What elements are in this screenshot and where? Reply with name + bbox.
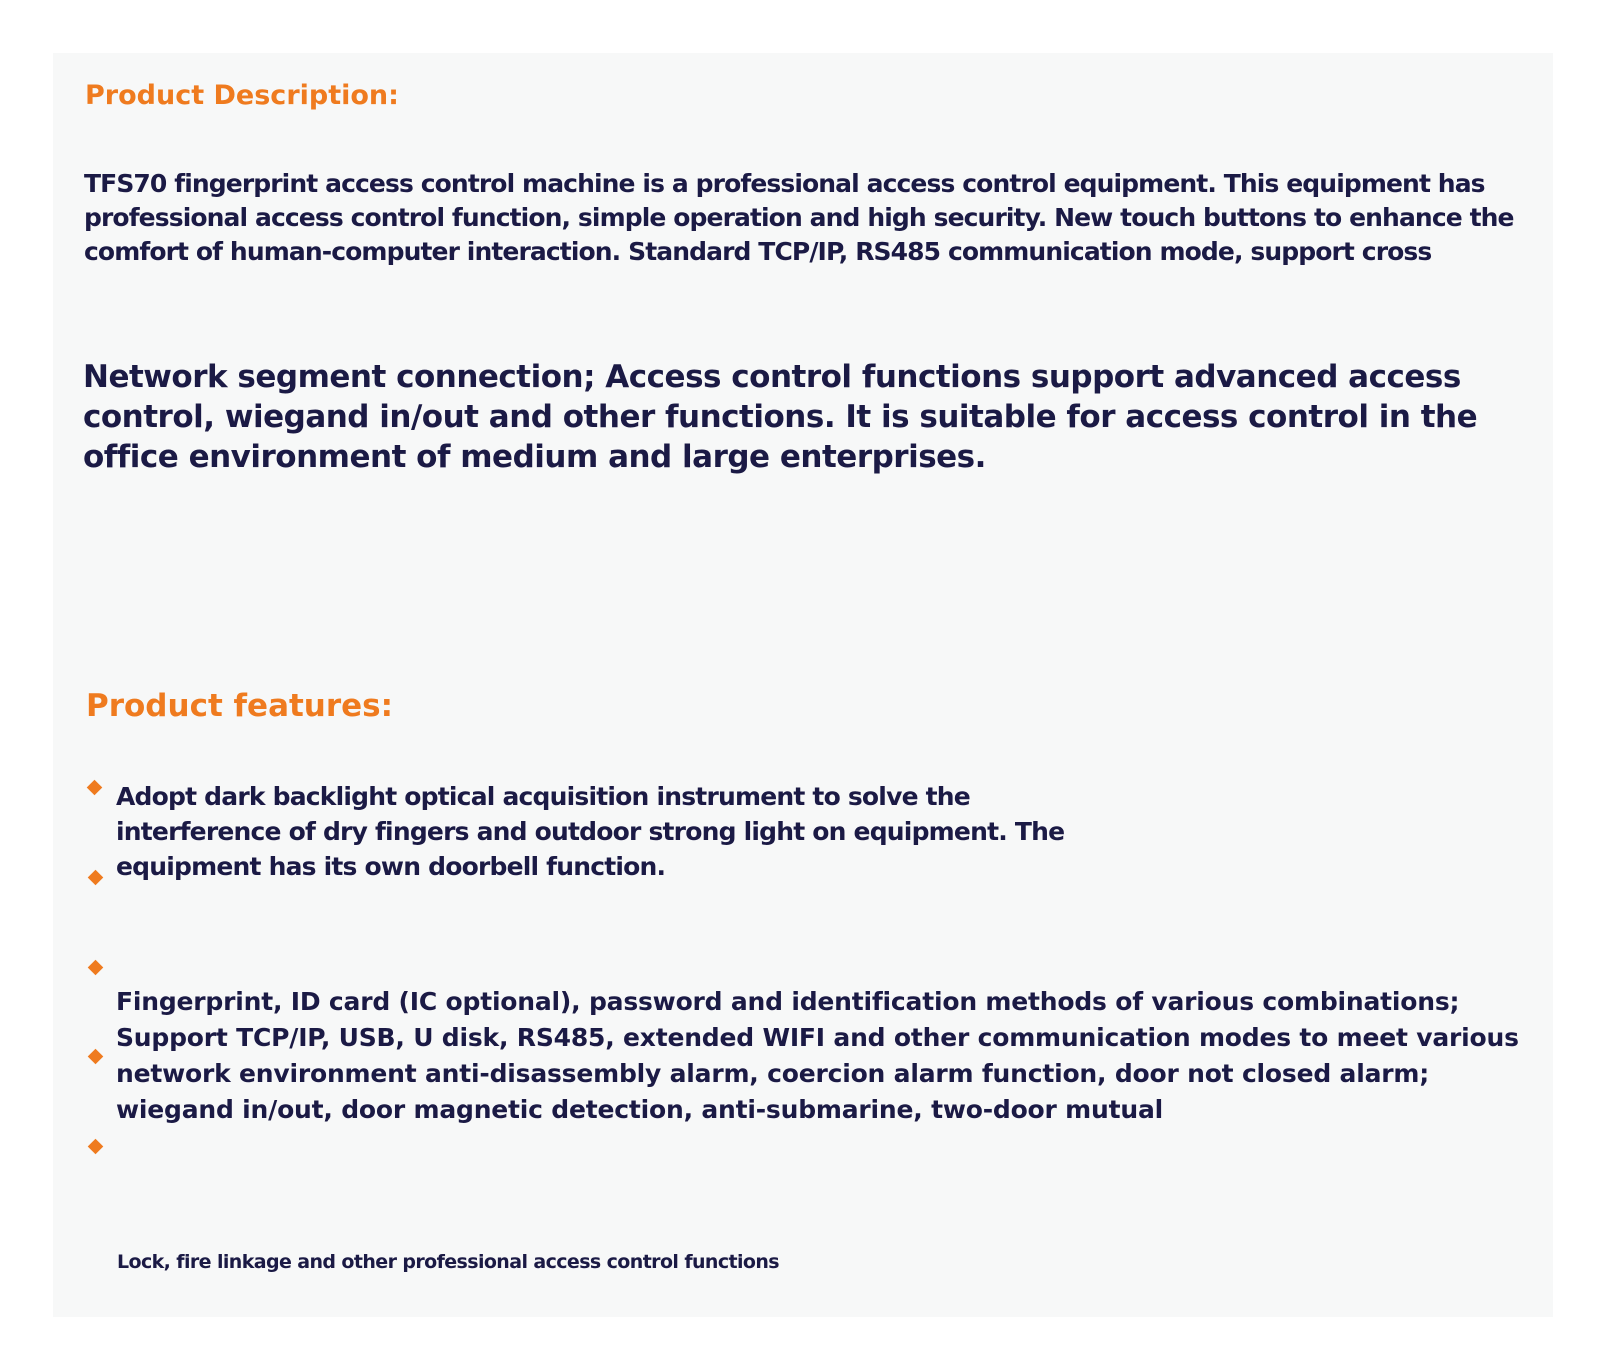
feature-item-1: Adopt dark backlight optical acquisition instrument to solve the interference of dry fingers and outdoor strong light on equipment. The equipment has its own doorbell function.: [116, 782, 1065, 881]
description-paragraph-1: TFS70 fingerprint access control machine is a professional access control equipment. This equipment has professional access control function, simple operation and high security. New touch buttons to enhance the comfort of human-computer interaction. Standard TCP/IP, RS485 communication mode, support cross: [84, 169, 1514, 266]
product-features-heading: Product features:: [86, 688, 394, 724]
feature-item-3: Lock, fire linkage and other professional access control functions: [117, 1251, 779, 1273]
description-paragraph-2: Network segment connection; Access control functions support advanced access control, wiegand in/out and other functions. It is suitable for access control in the office environment of medium and large enterprises.: [83, 359, 1478, 475]
product-description-heading: Product Description:: [85, 80, 399, 111]
feature-item-2: Fingerprint, ID card (IC optional), password and identification methods of various combinations; Support TCP/IP, USB, U disk, RS485, extended WIFI and other communication modes to meet various network environment anti-disassembly alarm, coercion alarm function, door not closed alarm; wiegand in/out, door magnetic detection, anti-submarine, two-door mutual: [116, 987, 1519, 1124]
